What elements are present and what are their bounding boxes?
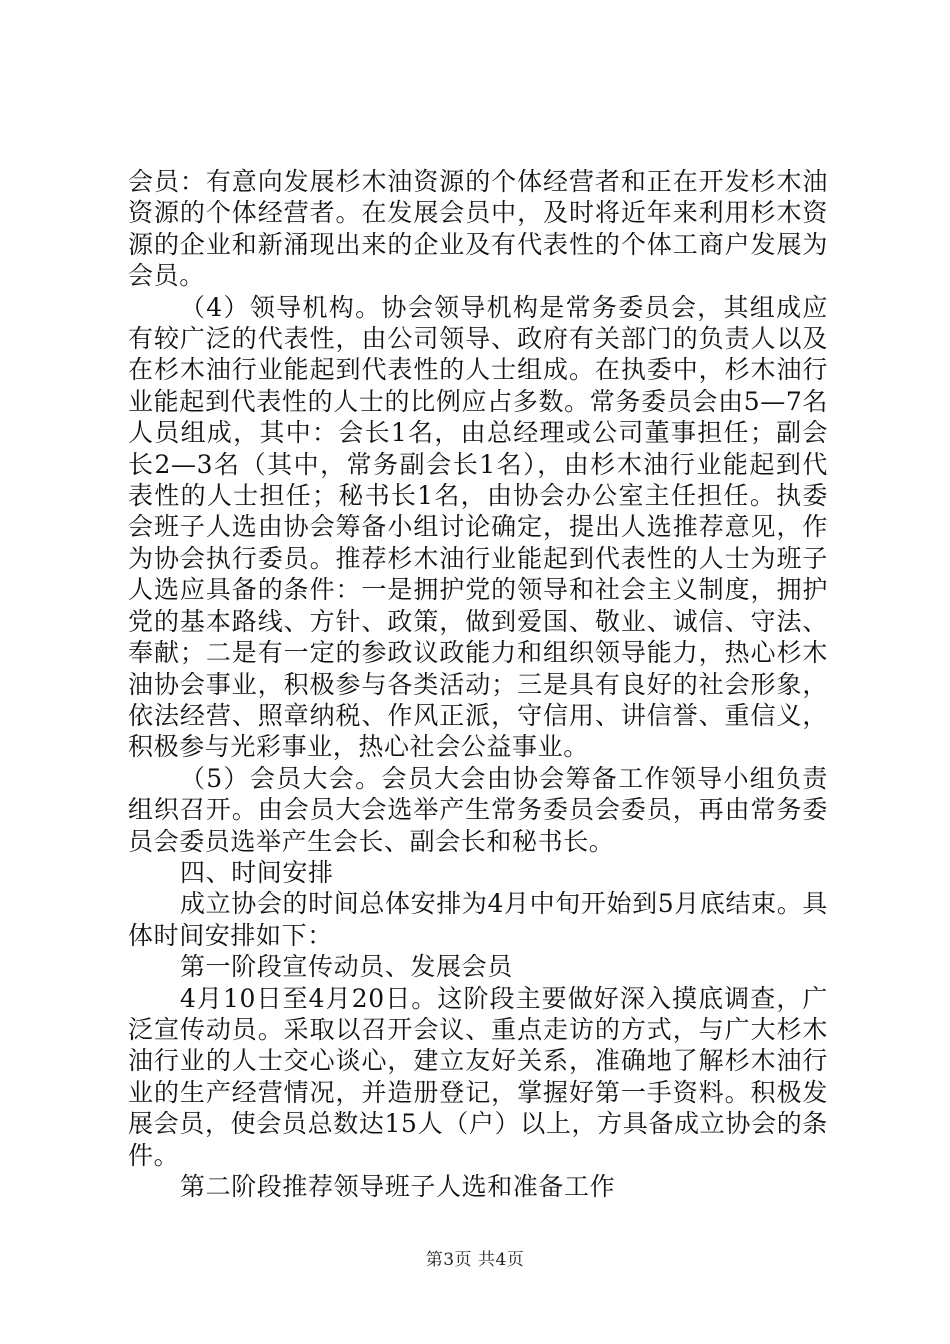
document-body bbox=[128, 166, 828, 1202]
page-number-footer: 第3页 共4页 bbox=[425, 1250, 525, 1270]
paragraph-general-assembly: （5）会员大会。会员大会由协会筹备工作领导小组负责组织召开。由会员大会选举产生常务委员会委员，再由常务委员会委员选举产生会长、副会长和秘书长。 bbox=[128, 763, 828, 856]
paragraph-leadership: （4）领导机构。协会领导机构是常务委员会，其组成应有较广泛的代表性，由公司领导、政府有关部门的负责人以及在杉木油行业能起到代表性的人士组成。在执委中，杉木油行业能起到代表性的人士的比例应占多数。常务委员会由5—7名人员组成，其中：会长1名，由总经理或公司董事担任；副会长2—3名（其中，常务副会长1名），由杉木油行业能起到代表性的人士担任；秘书长1名，由协会办公室主任担任。执委会班子人选由协会筹备小组讨论确定，提出人选推荐意见，作为协会执行委员。推荐杉木油行业能起到代表性的人士为班子人选应具备的条件：一是拥护党的领导和社会主义制度，拥护党的基本路线、方针、政策，做到爱国、敬业、诚信、守法、奉献；二是有一定的参政议政能力和组织领导能力，热心杉木油协会事业，积极参与各类活动；三是具有良好的社会形象，依法经营、照章纳税、作风正派，守信用、讲信誉、重信义，积极参与光彩事业，热心社会公益事业。 bbox=[128, 292, 828, 762]
section-heading-schedule: 四、时间安排 bbox=[180, 857, 334, 887]
paragraph-stage-one: 4月10日至4月20日。这阶段主要做好深入摸底调查，广泛宣传动员。采取以召开会议、重点走访的方式，与广大杉木油行业的人士交心谈心，建立友好关系，准确地了解杉木油行业的生产经营情况，并造册登记，掌握好第一手资料。积极发展会员，使会员总数达15人（户）以上，方具备成立协会的条件。 bbox=[128, 983, 828, 1170]
paragraph-schedule-overview: 成立协会的时间总体安排为4月中旬开始到5月底结束。具体时间安排如下： bbox=[128, 889, 828, 950]
stage-one-heading: 第一阶段宣传动员、发展会员 bbox=[180, 952, 513, 982]
paragraph-membership: 会员：有意向发展杉木油资源的个体经营者和正在开发杉木油资源的个体经营者。在发展会员中，及时将近年来利用杉木资源的企业和新涌现出来的企业及有代表性的个体工商户发展为会员。 bbox=[128, 167, 828, 291]
stage-two-heading: 第二阶段推荐领导班子人选和准备工作 bbox=[180, 1172, 616, 1201]
